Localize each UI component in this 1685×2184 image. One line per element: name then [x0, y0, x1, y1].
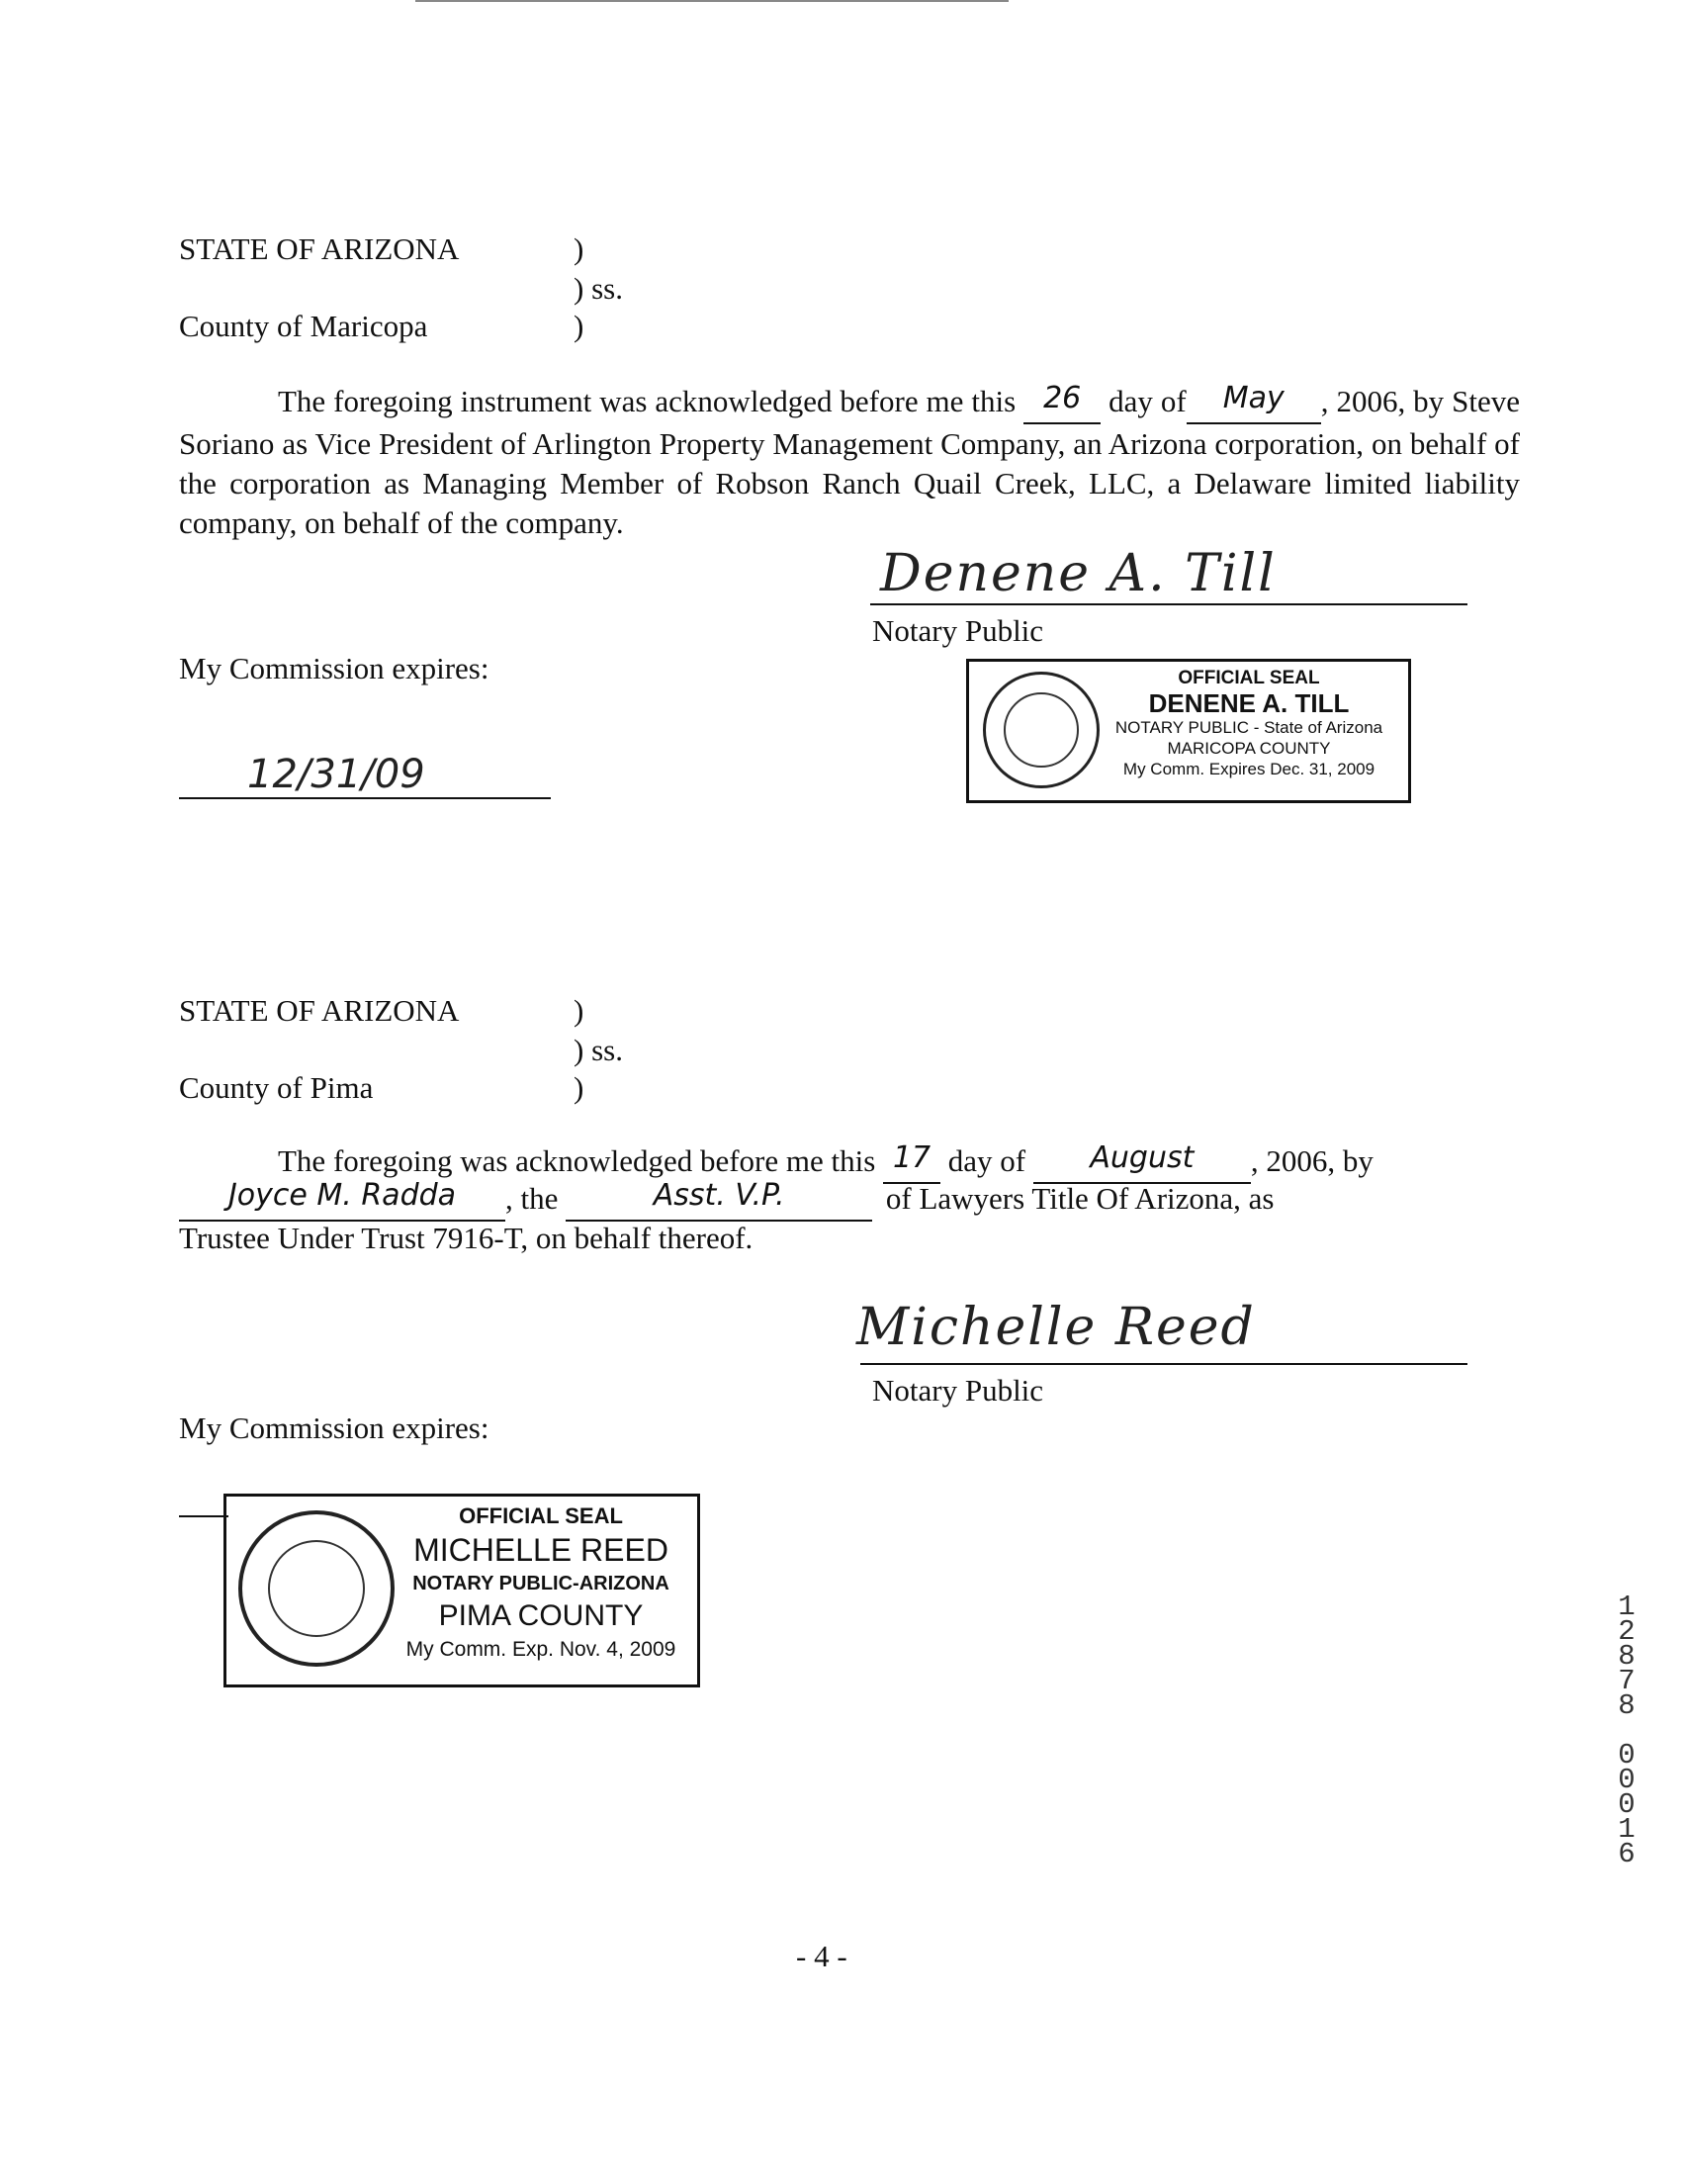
seal-text-1: OFFICIAL SEAL DENENE A. TILL NOTARY PUBLIC - State of Arizona MARICOPA COUNTY My Comm. Expires Dec. 31, 2009	[1114, 668, 1383, 778]
ack-line2-2	[179, 1179, 1274, 1222]
the-word-2: , the	[505, 1181, 559, 1216]
notary-seal-2	[223, 1494, 700, 1687]
day-of-2: day of	[947, 1143, 1026, 1178]
month-blank-1	[1187, 382, 1321, 424]
commission-date-line-1	[179, 797, 551, 799]
month-blank-2	[1033, 1141, 1251, 1184]
day-handwritten-1: 26	[1043, 381, 1082, 415]
notary-signature-2: Michelle Reed	[856, 1298, 1256, 1357]
great-seal-emblem-2	[238, 1510, 395, 1667]
month-handwritten-2: August	[1090, 1140, 1195, 1175]
ack-intro-2: The foregoing was acknowledged before me this	[278, 1143, 876, 1178]
great-seal-emblem-1	[983, 672, 1100, 788]
notary-seal-1	[966, 659, 1411, 803]
paren-bottom-1: )	[574, 309, 584, 343]
ss-mark-1: ) ss.	[574, 271, 623, 306]
name-handwritten-2: Joyce M. Radda	[227, 1178, 457, 1213]
state-heading-2: STATE OF ARIZONA	[179, 993, 460, 1028]
signature-line-1	[870, 603, 1467, 605]
signature-line-2	[860, 1363, 1467, 1365]
seal-text-2: OFFICIAL SEAL MICHELLE REED NOTARY PUBLIC-ARIZONA PIMA COUNTY My Comm. Exp. Nov. 4, 2009	[405, 1503, 676, 1661]
page-number: - 4 -	[796, 1939, 847, 1973]
month-handwritten-1: May	[1222, 381, 1285, 415]
commission-label-1: My Commission expires:	[179, 651, 489, 685]
day-blank-2	[883, 1141, 940, 1184]
notary-public-label-2: Notary Public	[872, 1373, 1044, 1408]
top-rule	[415, 0, 1009, 2]
after-month-2: , 2006, by	[1250, 1143, 1374, 1178]
commission-label-2: My Commission expires:	[179, 1410, 489, 1445]
ack-line3-2: Trustee Under Trust 7916-T, on behalf thereof.	[179, 1221, 754, 1255]
title-handwritten-2: Asst. V.P.	[653, 1178, 785, 1213]
county-line-1: County of Maricopa	[179, 309, 428, 343]
title-blank-2	[566, 1179, 872, 1222]
day-blank-1	[1023, 382, 1101, 424]
side-number-bottom: 00016	[1618, 1739, 1636, 1870]
ss-mark-2: ) ss.	[574, 1033, 623, 1067]
day-handwritten-2: 17	[892, 1140, 931, 1175]
paren-top-1: )	[574, 231, 584, 266]
state-heading-1: STATE OF ARIZONA	[179, 231, 460, 266]
acknowledgment-paragraph-1	[179, 382, 1520, 543]
notary-public-label-1: Notary Public	[872, 613, 1044, 648]
side-number-top: 12878	[1618, 1591, 1636, 1722]
after-title-2: of Lawyers Title Of Arizona, as	[885, 1181, 1275, 1216]
county-line-2: County of Pima	[179, 1070, 374, 1105]
paren-bottom-2: )	[574, 1070, 584, 1105]
ack-intro-1: The foregoing instrument was acknowledged before me this	[278, 384, 1017, 418]
day-of-1: day of	[1109, 384, 1187, 418]
ack-body-1: , 2006, by Steve Soriano as Vice President of Arlington Property Management Company, an Arizona corporation, on behalf of the corporation as Managing Member of Robson Ranch Quail Creek, LLC, a Delaware limited liability company, on behalf of the company.	[179, 384, 1521, 540]
commission-date-1: 12/31/09	[247, 752, 425, 797]
commission-date-line-2	[179, 1515, 228, 1517]
name-blank-2	[179, 1179, 505, 1222]
notary-signature-1: Denene A. Till	[880, 544, 1277, 603]
paren-top-2: )	[574, 993, 584, 1028]
